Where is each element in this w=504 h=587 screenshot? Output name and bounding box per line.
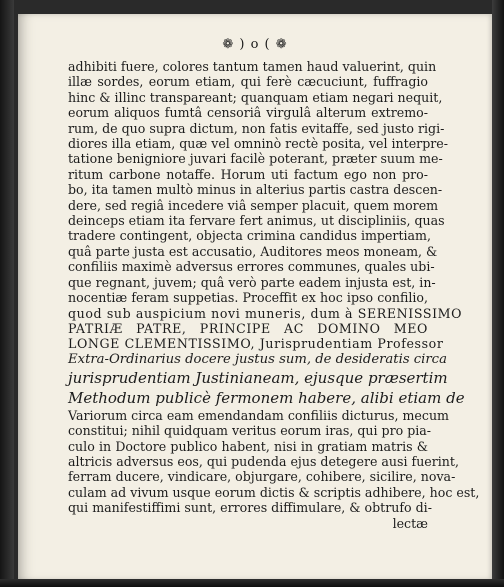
catchword: lectæ [392,515,428,531]
text-line: diores illa etiam, quæ vel omninò rectè posita, vel interpre- [68,136,448,152]
text-line: ferram ducere, vindicare, objurgare, cohibere, sicilire, nova- [68,469,456,485]
text-line: confiliis maximè adversus errores communes, quales ubi- [68,259,435,275]
text-line: hinc & illinc transpareant; quanquam etiam negari nequit, [68,89,443,105]
text-line: quâ parte justa est accusatio, Auditores meos moneam, & [68,243,438,259]
text-line [68,351,447,368]
text-line: rum, de quo supra dictum, non fatis evitaffe, sed justo rigi- [68,120,445,136]
text-line: eorum aliquos fumtâ censoriâ virgulâ alterum extremo- [68,105,428,121]
text-line [68,368,448,388]
text-line: que regnant, juvem; quâ verò parte eadem injusta est, in- [68,274,436,290]
text-line-italic: jurisprudentiam Justinianeam, ejusque præsertim [68,368,448,387]
text-line-italic: Methodum publicè fermonem habere, alibi etiam de [68,388,465,407]
text-line: culo in Doctore publico habent, nisi in gratiam matris & [68,438,428,454]
text-line: Variorum circa eam emendandam confiliis dicturus, mecum [68,407,449,423]
text-line: LONGE CLEMENTISSIMO, Jurisprudentiam Professor [68,336,444,352]
left-binding-shadow [0,0,14,587]
text-line: ritum carbone notaffe. Horum uti factum ego non pro- [68,166,428,182]
bottom-page-edge [0,579,504,587]
text-line: PATRIÆ PATRE, PRINCIPE AC DOMINO MEO [68,320,428,336]
text-line: nocentiæ feram suppetias. Proceffit ex hoc ipso confilio, [68,290,428,306]
text-line: adhibiti fuere, colores tantum tamen haud valuerint, quin [68,59,437,74]
text-line: altricis adversus eos, qui pudenda ejus detegere ausi fuerint, [68,453,459,469]
page-header-ornament: ❁ ) o ( ❁ [222,37,288,52]
book-page [18,14,492,580]
right-page-edge [492,0,504,587]
text-line: culam ad vivum usque eorum dictis & scriptis adhibere, hoc est, [68,484,480,500]
body-text [68,59,480,531]
text-line [68,388,465,408]
text-line: quod sub auspicium novi muneris, dum à SERENISSIMO [68,305,463,321]
text-line: bo, ita tamen multò minus in alterius partis castra descen- [68,182,443,198]
text-line-italic: Extra-Ordinarius docere justus sum, de desideratis circa [68,351,447,367]
text-line: dere, sed regiâ incedere viâ semper placuit, quem morem [68,197,439,213]
text-line: qui manifestiffimi sunt, errores diffimulare, & obtrufo di- [68,500,432,516]
text-line: constitui; nihil quidquam veritus eorum iras, qui pro pia- [68,423,432,439]
text-line: deinceps etiam ita fervare fert animus, ut discipliniis, quas [68,213,445,229]
text-line: illæ sordes, eorum etiam, qui ferè cæcuciunt, fuffragio [68,74,428,90]
text-line: tatione benigniore juvari facilè poterant, præter suum me- [68,151,443,167]
text-line: tradere contingent, objecta crimina candidus impertiam, [68,228,431,244]
